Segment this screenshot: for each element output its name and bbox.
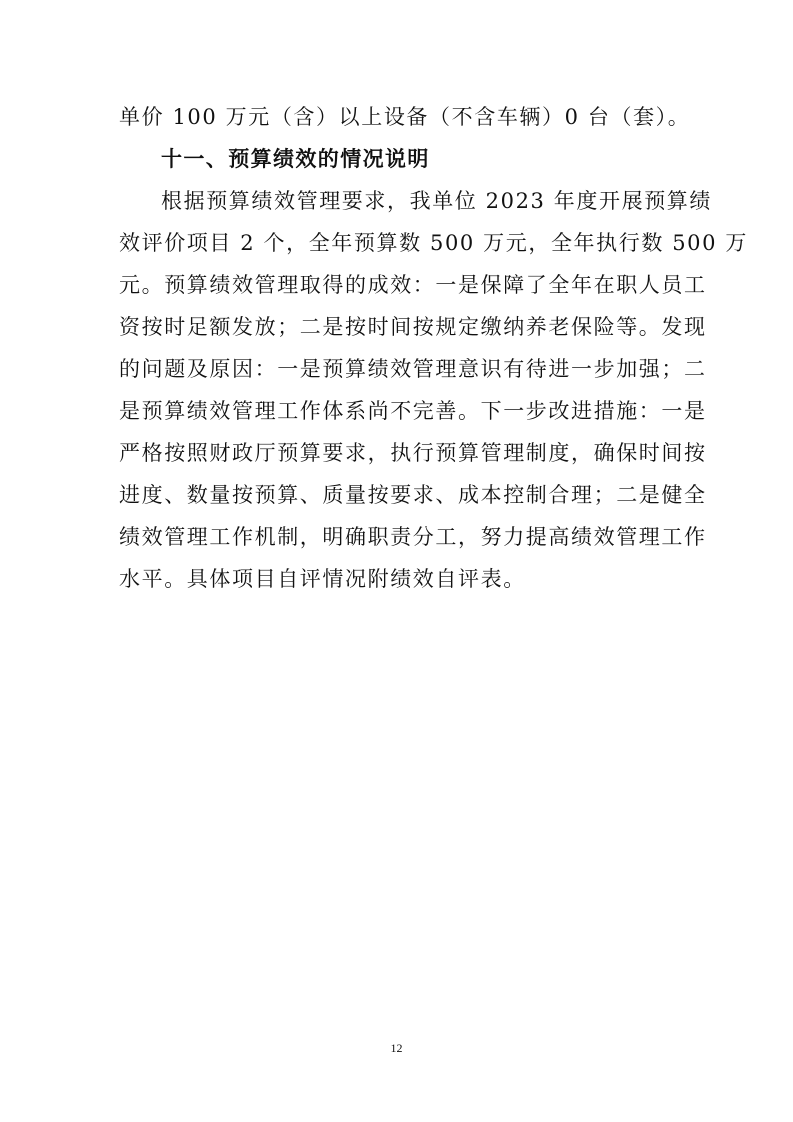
body-text-line: 进度、数量按预算、质量按要求、成本控制合理；二是健全	[119, 483, 707, 507]
section-heading: 十一、预算绩效的情况说明	[161, 147, 430, 171]
body-text-line: 绩效管理工作机制，明确职责分工，努力提高绩效管理工作	[119, 525, 707, 549]
body-text-line: 元。预算绩效管理取得的成效：一是保障了全年在职人员工	[119, 273, 707, 297]
body-text-line: 是预算绩效管理工作体系尚不完善。下一步改进措施：一是	[119, 399, 707, 423]
page-number: 12	[390, 1041, 403, 1055]
body-text-line: 严格按照财政厅预算要求，执行预算管理制度，确保时间按	[119, 441, 707, 465]
body-text-line: 单价 100 万元（含）以上设备（不含车辆）0 台（套）。	[119, 105, 691, 129]
body-text-line: 的问题及原因：一是预算绩效管理意识有待进一步加强；二	[119, 357, 707, 381]
paragraph-first-line: 根据预算绩效管理要求，我单位 2023 年度开展预算绩	[161, 189, 712, 213]
body-text-line: 资按时足额发放；二是按时间按规定缴纳养老保险等。发现	[119, 315, 707, 339]
body-text-line: 水平。具体项目自评情况附绩效自评表。	[119, 567, 526, 591]
body-text-line: 效评价项目 2 个，全年预算数 500 万元，全年执行数 500 万	[119, 231, 748, 255]
